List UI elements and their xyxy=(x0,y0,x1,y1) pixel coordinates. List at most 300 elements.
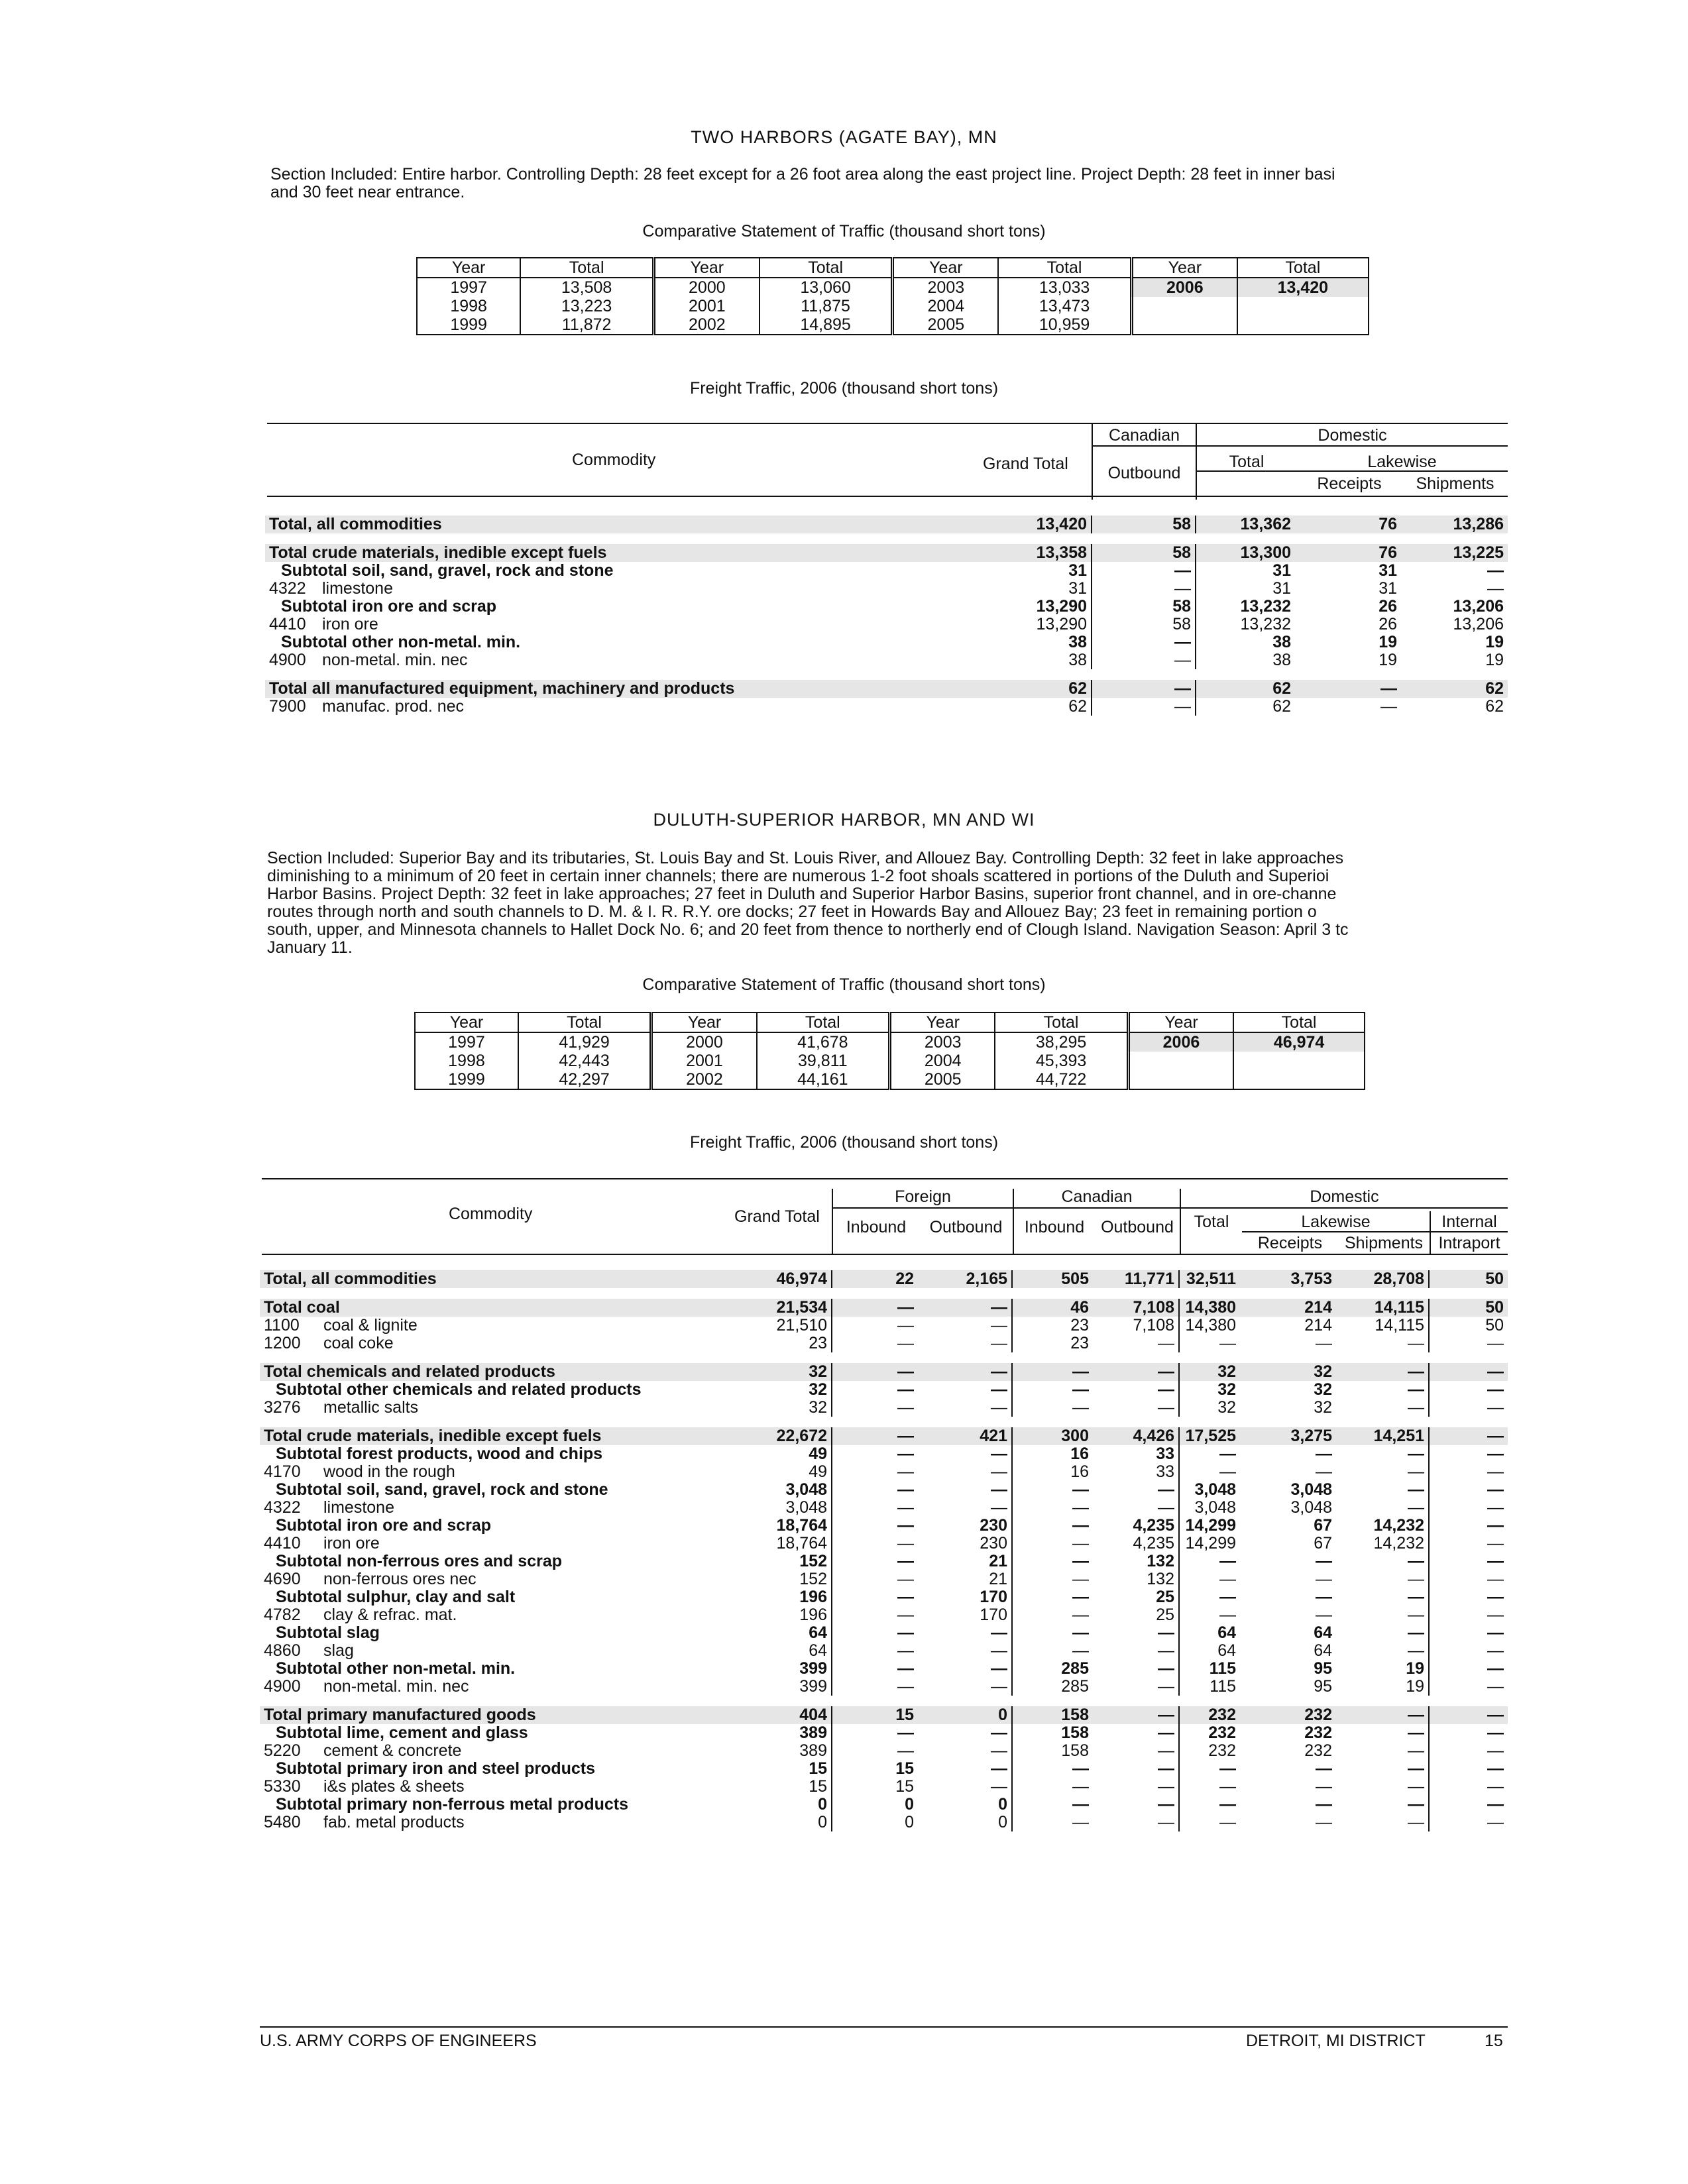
commodity-label: Total, all commodities xyxy=(265,516,954,533)
two-harbors-freight-row xyxy=(265,598,1508,616)
commodity-code: 4410 xyxy=(264,1534,301,1553)
value-cell: 25 xyxy=(1093,1606,1179,1624)
value-cell: — xyxy=(1072,1641,1089,1660)
value-cell: — xyxy=(1336,1335,1429,1352)
value-cell: — xyxy=(1219,1445,1236,1463)
value-cell: — xyxy=(1487,579,1504,598)
value-cell: — xyxy=(897,1445,914,1463)
value-cell: — xyxy=(1093,1742,1179,1760)
duluth-comparative-year-cell: 2000 xyxy=(651,1032,757,1052)
duluth-freight-row xyxy=(260,1778,1508,1796)
value-cell: — xyxy=(918,1381,1012,1399)
value-cell: 15 xyxy=(717,1760,832,1778)
value-cell: 404 xyxy=(717,1706,832,1724)
two-harbors-comparative-total-header: Total xyxy=(760,258,893,278)
commodity-code: 5480 xyxy=(264,1813,301,1831)
value-cell: — xyxy=(1487,1759,1504,1778)
value-cell: — xyxy=(1336,1760,1429,1778)
value-cell: — xyxy=(918,1760,1012,1778)
two-harbors-comparative-total-cell: 10,959 xyxy=(998,315,1131,335)
value-cell: — xyxy=(918,1499,1012,1517)
value-cell: 2,165 xyxy=(918,1270,1012,1288)
value-cell: 31 xyxy=(1272,579,1291,598)
value-cell: 13,300 xyxy=(1196,544,1295,562)
value-cell: — xyxy=(1219,1334,1236,1352)
value-cell: — xyxy=(1487,1723,1504,1742)
commodity-label: iron ore xyxy=(322,615,378,633)
value-cell: — xyxy=(1316,1462,1332,1481)
value-cell: — xyxy=(1316,1445,1332,1463)
value-cell: 15 xyxy=(895,1759,914,1778)
value-cell: 32 xyxy=(1217,1398,1236,1417)
value-cell: — xyxy=(897,1516,914,1535)
two-harbors-freight-caption: Freight Traffic, 2006 (thousand short tons) xyxy=(689,379,999,398)
value-cell: 232 xyxy=(1179,1706,1240,1724)
value-cell: — xyxy=(1219,1759,1236,1778)
commodity-label: wood in the rough xyxy=(323,1462,455,1481)
two-harbors-freight-row xyxy=(265,616,1508,633)
commodity-code: 5220 xyxy=(264,1741,301,1760)
value-cell: — xyxy=(1487,1777,1504,1796)
value-cell: — xyxy=(1219,1606,1236,1624)
value-cell: — xyxy=(1219,1813,1236,1831)
value-cell: — xyxy=(1072,1552,1089,1570)
value-cell: 23 xyxy=(717,1335,832,1352)
value-cell: — xyxy=(1316,1552,1332,1570)
duluth-freight-row xyxy=(260,1381,1508,1399)
value-cell: 152 xyxy=(717,1570,832,1588)
commodity-label: Subtotal soil, sand, gravel, rock and stone xyxy=(281,561,614,580)
value-cell: — xyxy=(1336,1742,1429,1760)
value-cell: 4,426 xyxy=(1093,1427,1179,1445)
value-cell: — xyxy=(918,1724,1012,1742)
header-canadian: Canadian xyxy=(1108,426,1180,445)
two-harbors-comparative-total-cell: 11,872 xyxy=(520,315,653,335)
value-cell: 300 xyxy=(1012,1427,1093,1445)
duluth-title: DULUTH-SUPERIOR HARBOR, MN AND WI xyxy=(653,810,1035,830)
value-cell: — xyxy=(1072,1759,1089,1778)
duluth-freight-row xyxy=(260,1814,1508,1831)
commodity-label: Subtotal primary non-ferrous metal products xyxy=(276,1795,629,1814)
footer-left: U.S. ARMY CORPS OF ENGINEERS xyxy=(260,2032,537,2050)
value-cell: 62 xyxy=(1401,680,1508,698)
value-cell: 21,510 xyxy=(717,1317,832,1335)
header-canadian-inbound: Inbound xyxy=(1024,1218,1085,1236)
value-cell: 76 xyxy=(1295,516,1401,533)
value-cell: — xyxy=(1316,1759,1332,1778)
value-cell: — xyxy=(1219,1462,1236,1481)
value-cell: 230 xyxy=(918,1535,1012,1553)
commodity-code: 7900 xyxy=(269,697,306,716)
value-cell: 505 xyxy=(1012,1270,1093,1288)
value-cell: 76 xyxy=(1295,544,1401,562)
duluth-freight-row xyxy=(260,1553,1508,1570)
header-domestic: Domestic xyxy=(1318,426,1387,445)
value-cell: — xyxy=(1219,1570,1236,1588)
two-harbors-comparative-table xyxy=(416,257,1369,335)
duluth-freight-row xyxy=(260,1535,1508,1553)
duluth-freight-row xyxy=(260,1724,1508,1742)
value-cell: — xyxy=(897,1570,914,1588)
header-canadian-outbound: Outbound xyxy=(1101,1218,1174,1236)
value-cell: 31 xyxy=(1379,579,1397,598)
value-cell: — xyxy=(918,1299,1012,1317)
value-cell: 16 xyxy=(1070,1445,1089,1463)
value-cell: — xyxy=(1336,1570,1429,1588)
value-cell: — xyxy=(1093,1796,1179,1814)
commodity-label: Subtotal primary iron and steel products xyxy=(276,1759,596,1778)
value-cell: — xyxy=(1336,1363,1429,1381)
value-cell: — xyxy=(1316,1606,1332,1624)
two-harbors-comparative-year-cell xyxy=(1131,315,1237,335)
value-cell: 62 xyxy=(1485,697,1504,716)
two-harbors-section-text: Section Included: Entire harbor. Controlling Depth: 28 feet except for a 26 foot area along the east project line. Project Depth: 28 feet in inner basi and 30 feet near entrance. xyxy=(270,165,1335,201)
value-cell: 32 xyxy=(1179,1363,1240,1381)
value-cell: — xyxy=(1093,1363,1179,1381)
duluth-freight-row xyxy=(260,1706,1508,1724)
header-receipts: Receipts xyxy=(1317,474,1382,493)
value-cell: 14,299 xyxy=(1185,1534,1236,1553)
duluth-comparative-year-cell: 1997 xyxy=(448,1033,485,1052)
commodity-label: iron ore xyxy=(323,1534,380,1553)
value-cell: 32 xyxy=(717,1381,832,1399)
header-total: Total xyxy=(1229,453,1265,471)
value-cell: 62 xyxy=(954,680,1092,698)
value-cell: 3,048 xyxy=(717,1499,832,1517)
value-cell: — xyxy=(1336,1642,1429,1660)
value-cell: 4,235 xyxy=(1093,1535,1179,1553)
commodity-label: Subtotal forest products, wood and chips xyxy=(276,1445,603,1463)
value-cell: 3,048 xyxy=(1290,1498,1332,1517)
value-cell: — xyxy=(1336,1463,1429,1481)
value-cell: 14,232 xyxy=(1336,1535,1429,1553)
header-grand-total: Grand Total xyxy=(983,455,1068,473)
value-cell: — xyxy=(1487,1741,1504,1760)
duluth-comparative-total-cell xyxy=(1233,1070,1365,1089)
value-cell: 3,048 xyxy=(717,1481,832,1499)
value-cell: — xyxy=(1316,1777,1332,1796)
value-cell: 158 xyxy=(1012,1706,1093,1724)
two-harbors-comparative-caption: Comparative Statement of Traffic (thousand short tons) xyxy=(642,222,1046,241)
two-harbors-comparative-total-cell: 13,223 xyxy=(520,297,653,315)
value-cell: 399 xyxy=(717,1660,832,1678)
value-cell: 32 xyxy=(1240,1363,1336,1381)
two-harbors-comparative-year-cell: 2000 xyxy=(653,278,759,297)
value-cell: 32 xyxy=(1217,1380,1236,1399)
two-harbors-comparative-year-cell: 1997 xyxy=(450,278,487,297)
value-cell: 38 xyxy=(1272,651,1291,669)
two-harbors-comparative-year-cell: 2004 xyxy=(893,297,998,315)
value-cell: 13,225 xyxy=(1401,544,1508,562)
commodity-label: Subtotal sulphur, clay and salt xyxy=(276,1588,516,1606)
duluth-freight-row xyxy=(260,1427,1508,1445)
duluth-comparative-year-cell: 2005 xyxy=(889,1070,995,1089)
value-cell: 0 xyxy=(918,1814,1012,1831)
duluth-comparative-caption: Comparative Statement of Traffic (thousand short tons) xyxy=(642,975,1046,994)
footer-district: DETROIT, MI DISTRICT xyxy=(1246,2032,1426,2050)
value-cell: 14,115 xyxy=(1336,1317,1429,1335)
two-harbors-comparative-year-cell: 1999 xyxy=(450,315,487,334)
value-cell: 232 xyxy=(1304,1741,1332,1760)
value-cell: — xyxy=(1093,1642,1179,1660)
value-cell: 13,232 xyxy=(1240,597,1291,616)
value-cell: — xyxy=(897,1498,914,1517)
commodity-label: Total crude materials, inedible except fuels xyxy=(265,544,954,562)
value-cell: — xyxy=(1487,1552,1504,1570)
value-cell: 67 xyxy=(1314,1516,1332,1535)
value-cell: — xyxy=(1336,1796,1429,1814)
commodity-code: 4690 xyxy=(264,1570,301,1588)
value-cell: 152 xyxy=(717,1553,832,1570)
commodity-label: Subtotal other chemicals and related products xyxy=(276,1380,642,1399)
value-cell: 14,380 xyxy=(1185,1316,1236,1335)
value-cell: — xyxy=(1072,1588,1089,1606)
commodity-label: clay & refrac. mat. xyxy=(323,1606,457,1624)
value-cell: — xyxy=(1093,1678,1179,1696)
value-cell: 22,672 xyxy=(717,1427,832,1445)
value-cell: 21 xyxy=(918,1570,1012,1588)
value-cell: — xyxy=(918,1481,1012,1499)
commodity-label: Subtotal other non-metal. min. xyxy=(276,1659,516,1678)
duluth-freight-row xyxy=(260,1660,1508,1678)
duluth-freight-row xyxy=(260,1624,1508,1642)
header-commodity: Commodity xyxy=(572,451,656,469)
value-cell: — xyxy=(1336,1445,1429,1463)
duluth-comparative-total-header: Total xyxy=(518,1012,651,1032)
value-cell: — xyxy=(1093,1499,1179,1517)
commodity-code: 4900 xyxy=(269,651,306,669)
value-cell: 49 xyxy=(717,1445,832,1463)
value-cell: 64 xyxy=(1217,1641,1236,1660)
commodity-label: manufac. prod. nec xyxy=(322,697,465,716)
duluth-comparative-year-cell: 2002 xyxy=(651,1070,757,1089)
duluth-comparative-total-cell: 38,295 xyxy=(995,1032,1128,1052)
duluth-freight-caption: Freight Traffic, 2006 (thousand short tons) xyxy=(689,1133,999,1152)
header-foreign-outbound: Outbound xyxy=(929,1218,1003,1236)
value-cell: 14,232 xyxy=(1336,1517,1429,1535)
duluth-comparative-year-cell: 2001 xyxy=(651,1052,757,1070)
commodity-label: Subtotal iron ore and scrap xyxy=(281,597,497,616)
commodity-code: 5330 xyxy=(264,1777,301,1796)
value-cell: — xyxy=(1219,1795,1236,1814)
two-harbors-comparative-total-header: Total xyxy=(1237,258,1369,278)
value-cell: 31 xyxy=(1272,561,1291,580)
value-cell: — xyxy=(897,1462,914,1481)
value-cell: — xyxy=(897,1552,914,1570)
value-cell: — xyxy=(1295,680,1401,698)
commodity-label: cement & concrete xyxy=(323,1741,462,1760)
duluth-freight-row xyxy=(260,1642,1508,1660)
value-cell: — xyxy=(897,1741,914,1760)
duluth-comparative-table xyxy=(414,1012,1365,1090)
header-outbound: Outbound xyxy=(1107,464,1181,482)
value-cell: — xyxy=(918,1624,1012,1642)
two-harbors-freight-row xyxy=(265,580,1508,598)
value-cell: 64 xyxy=(717,1642,832,1660)
value-cell: 15 xyxy=(832,1706,918,1724)
value-cell: 16 xyxy=(1070,1462,1089,1481)
value-cell: — xyxy=(1093,1724,1179,1742)
value-cell: — xyxy=(1487,1677,1504,1696)
commodity-label: Subtotal lime, cement and glass xyxy=(276,1723,528,1742)
two-harbors-freight-table xyxy=(265,516,1508,716)
value-cell: — xyxy=(1093,1760,1179,1778)
header-foreign-inbound: Inbound xyxy=(846,1218,907,1236)
commodity-label: Total crude materials, inedible except fuels xyxy=(260,1427,717,1445)
duluth-comparative-total-header: Total xyxy=(1233,1012,1365,1032)
value-cell: — xyxy=(1336,1499,1429,1517)
value-cell: 50 xyxy=(1429,1270,1508,1288)
value-cell: 58 xyxy=(1092,544,1196,562)
commodity-code: 4322 xyxy=(269,579,306,598)
value-cell: 214 xyxy=(1240,1299,1336,1317)
footer-rule xyxy=(260,2026,1508,2028)
value-cell: 232 xyxy=(1304,1723,1332,1742)
duluth-freight-row xyxy=(260,1481,1508,1499)
value-cell: 170 xyxy=(918,1588,1012,1606)
value-cell: — xyxy=(1072,1813,1089,1831)
value-cell: — xyxy=(1219,1552,1236,1570)
value-cell: 32 xyxy=(717,1399,832,1417)
value-cell: 19 xyxy=(1336,1678,1429,1696)
value-cell: — xyxy=(918,1317,1012,1335)
value-cell: 3,048 xyxy=(1194,1498,1236,1517)
value-cell: 3,275 xyxy=(1240,1427,1336,1445)
two-harbors-freight-row xyxy=(265,633,1508,651)
duluth-comparative-year-cell: 1999 xyxy=(448,1070,485,1089)
value-cell: 67 xyxy=(1314,1534,1332,1553)
value-cell: — xyxy=(918,1660,1012,1678)
value-cell: — xyxy=(1487,1813,1504,1831)
value-cell: — xyxy=(1072,1570,1089,1588)
commodity-label: Total all manufactured equipment, machinery and products xyxy=(265,680,954,698)
two-harbors-freight-row xyxy=(265,698,1508,716)
duluth-section-text: Section Included: Superior Bay and its tributaries, St. Louis Bay and St. Louis River, and Allouez Bay. Controlling Depth: 32 feet in lake approaches diminishing to a minimum of 20 feet in certain inner channels; there are numerous 1-2 foot shoals scattered in portions of the Duluth and Superioi Harbor Basins. Project Depth: 32 feet in lake approaches; 27 feet in Duluth and Superior Harbor Basins, superior front channel, and in ore-channe routes through north and south channels to D. M. & I. R. R.Y. ore docks; 27 feet in Howards Bay and Allouez Bay; 23 feet in remaining portion o south, upper, and Minnesota channels to Hallet Dock No. 6; and 20 feet from thence to northerly end of Clough Island. Navigation Season: April 3 tc January 11. xyxy=(267,849,1349,957)
two-harbors-comparative-total-cell: 13,420 xyxy=(1237,278,1369,297)
value-cell: — xyxy=(897,1316,914,1335)
value-cell: 23 xyxy=(1070,1334,1089,1352)
value-cell: — xyxy=(897,1606,914,1624)
value-cell: 13,358 xyxy=(954,544,1092,562)
value-cell: — xyxy=(1336,1606,1429,1624)
commodity-label: Total primary manufactured goods xyxy=(260,1706,717,1724)
duluth-freight-table xyxy=(260,1270,1508,1831)
duluth-comparative-total-header: Total xyxy=(995,1012,1128,1032)
duluth-comparative-total-cell: 46,974 xyxy=(1233,1032,1365,1052)
value-cell: 158 xyxy=(1061,1723,1089,1742)
value-cell: 230 xyxy=(918,1517,1012,1535)
value-cell: 31 xyxy=(954,562,1092,580)
commodity-label: Total, all commodities xyxy=(260,1270,717,1288)
footer-page-number: 15 xyxy=(1485,2032,1503,2050)
value-cell: 285 xyxy=(1061,1677,1089,1696)
value-cell: 13,206 xyxy=(1453,597,1504,616)
value-cell: 13,362 xyxy=(1196,516,1295,533)
two-harbors-freight-row xyxy=(265,544,1508,562)
value-cell: — xyxy=(918,1778,1012,1796)
value-cell: — xyxy=(1429,1427,1508,1445)
value-cell: 18,764 xyxy=(717,1535,832,1553)
value-cell: 13,286 xyxy=(1401,516,1508,533)
value-cell: 13,420 xyxy=(954,516,1092,533)
header-grand-total: Grand Total xyxy=(734,1207,820,1226)
value-cell: 0 xyxy=(717,1796,832,1814)
value-cell: — xyxy=(1092,680,1196,698)
header-internal: Internal xyxy=(1441,1213,1497,1231)
value-cell: — xyxy=(1092,580,1196,598)
value-cell: 14,251 xyxy=(1336,1427,1429,1445)
value-cell: — xyxy=(918,1642,1012,1660)
value-cell: — xyxy=(1429,1706,1508,1724)
duluth-comparative-year-header: Year xyxy=(1128,1012,1233,1032)
commodity-label: coal & lignite xyxy=(323,1316,418,1335)
value-cell: 7,108 xyxy=(1093,1299,1179,1317)
two-harbors-comparative-total-cell: 13,508 xyxy=(520,278,653,297)
value-cell: 4,235 xyxy=(1093,1517,1179,1535)
value-cell: 62 xyxy=(954,698,1092,716)
two-harbors-comparative-year-header: Year xyxy=(1131,258,1237,278)
value-cell: — xyxy=(897,1380,914,1399)
value-cell: — xyxy=(1487,1516,1504,1535)
duluth-comparative-year-header: Year xyxy=(651,1012,757,1032)
value-cell: — xyxy=(1092,698,1196,716)
value-cell: 15 xyxy=(895,1777,914,1796)
value-cell: 11,771 xyxy=(1093,1270,1179,1288)
duluth-comparative-total-cell: 41,929 xyxy=(518,1032,651,1052)
value-cell: — xyxy=(1336,1381,1429,1399)
value-cell: 7,108 xyxy=(1093,1317,1179,1335)
commodity-label: slag xyxy=(323,1641,354,1660)
two-harbors-comparative-total-cell: 14,895 xyxy=(760,315,893,335)
value-cell: — xyxy=(897,1334,914,1352)
commodity-code: 3276 xyxy=(264,1398,301,1417)
value-cell: 3,048 xyxy=(1290,1480,1332,1499)
value-cell: — xyxy=(1487,1534,1504,1553)
two-harbors-comparative-total-cell: 11,875 xyxy=(760,297,893,315)
commodity-label: Subtotal iron ore and scrap xyxy=(276,1516,492,1535)
value-cell: 58 xyxy=(1092,516,1196,533)
header-shipments: Shipments xyxy=(1416,474,1494,493)
two-harbors-comparative-total-cell: 13,033 xyxy=(998,278,1131,297)
value-cell: 13,206 xyxy=(1453,615,1504,633)
commodity-code: 4900 xyxy=(264,1677,301,1696)
value-cell: 232 xyxy=(1208,1723,1236,1742)
value-cell: — xyxy=(1072,1398,1089,1417)
value-cell: 389 xyxy=(717,1724,832,1742)
value-cell: 38 xyxy=(954,633,1092,651)
value-cell: 22 xyxy=(832,1270,918,1288)
value-cell: 33 xyxy=(1093,1463,1179,1481)
commodity-code: 4782 xyxy=(264,1606,301,1624)
duluth-freight-row xyxy=(260,1517,1508,1535)
value-cell: 46,974 xyxy=(717,1270,832,1288)
value-cell: 158 xyxy=(1061,1741,1089,1760)
value-cell: — xyxy=(1487,1462,1504,1481)
value-cell: — xyxy=(1072,1498,1089,1517)
value-cell: 31 xyxy=(1379,561,1397,580)
header-canadian: Canadian xyxy=(1061,1187,1133,1206)
commodity-label: Subtotal slag xyxy=(276,1623,380,1642)
value-cell: — xyxy=(1093,1660,1179,1678)
value-cell: — xyxy=(897,1480,914,1499)
value-cell: — xyxy=(1487,1334,1504,1352)
value-cell: — xyxy=(1093,1778,1179,1796)
two-harbors-comparative-year-cell: 2005 xyxy=(893,315,998,335)
header-receipts: Receipts xyxy=(1257,1234,1323,1252)
value-cell: — xyxy=(897,1723,914,1742)
value-cell: 170 xyxy=(918,1606,1012,1624)
value-cell: 21 xyxy=(918,1553,1012,1570)
